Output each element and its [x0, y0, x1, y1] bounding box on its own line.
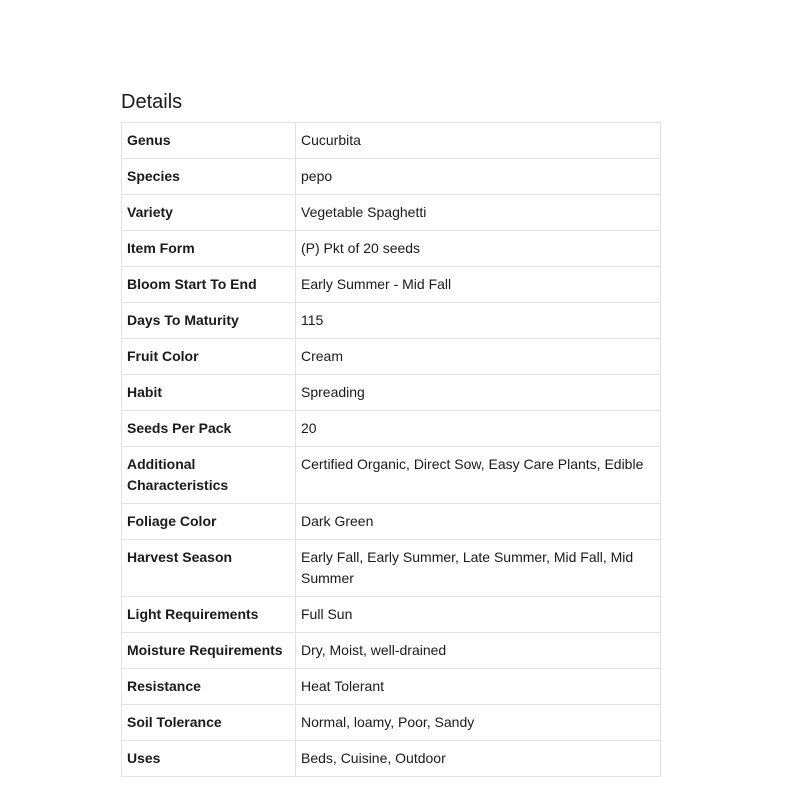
table-row — [122, 267, 661, 303]
row-label: Fruit Color — [122, 339, 296, 375]
row-value: Dry, Moist, well-drained — [296, 633, 661, 669]
row-label: Bloom Start To End — [122, 267, 296, 303]
table-row — [122, 504, 661, 540]
table-row — [122, 540, 661, 597]
row-value: 20 — [296, 411, 661, 447]
row-value: Cream — [296, 339, 661, 375]
row-value: Spreading — [296, 375, 661, 411]
table-row — [122, 375, 661, 411]
details-table — [121, 122, 661, 777]
row-value: Full Sun — [296, 597, 661, 633]
row-value: Heat Tolerant — [296, 669, 661, 705]
table-row — [122, 195, 661, 231]
row-value: pepo — [296, 159, 661, 195]
table-row — [122, 741, 661, 777]
table-row — [122, 411, 661, 447]
table-row — [122, 339, 661, 375]
table-row — [122, 633, 661, 669]
row-value: Early Summer - Mid Fall — [296, 267, 661, 303]
row-label: Additional Characteristics — [122, 447, 296, 504]
row-label: Soil Tolerance — [122, 705, 296, 741]
row-label: Uses — [122, 741, 296, 777]
details-title: Details — [121, 91, 183, 113]
details-section — [121, 90, 661, 777]
row-label: Resistance — [122, 669, 296, 705]
table-row — [122, 159, 661, 195]
row-value: Vegetable Spaghetti — [296, 195, 661, 231]
row-value: Cucurbita — [296, 123, 661, 159]
row-value: 115 — [296, 303, 661, 339]
row-label: Genus — [122, 123, 296, 159]
table-row — [122, 597, 661, 633]
row-label: Variety — [122, 195, 296, 231]
row-label: Species — [122, 159, 296, 195]
row-label: Light Requirements — [122, 597, 296, 633]
row-value: Dark Green — [296, 504, 661, 540]
table-row — [122, 447, 661, 504]
row-label: Foliage Color — [122, 504, 296, 540]
row-value: (P) Pkt of 20 seeds — [296, 231, 661, 267]
row-label: Moisture Requirements — [122, 633, 296, 669]
row-value: Normal, loamy, Poor, Sandy — [296, 705, 661, 741]
table-row — [122, 303, 661, 339]
row-label: Item Form — [122, 231, 296, 267]
table-row — [122, 669, 661, 705]
row-label: Days To Maturity — [122, 303, 296, 339]
row-label: Harvest Season — [122, 540, 296, 597]
row-value: Certified Organic, Direct Sow, Easy Care Plants, Edible — [296, 447, 661, 504]
table-row — [122, 231, 661, 267]
details-table-body — [122, 123, 661, 777]
row-label: Seeds Per Pack — [122, 411, 296, 447]
row-label: Habit — [122, 375, 296, 411]
row-value: Early Fall, Early Summer, Late Summer, Mid Fall, Mid Summer — [296, 540, 661, 597]
table-row — [122, 705, 661, 741]
row-value: Beds, Cuisine, Outdoor — [296, 741, 661, 777]
table-row — [122, 123, 661, 159]
